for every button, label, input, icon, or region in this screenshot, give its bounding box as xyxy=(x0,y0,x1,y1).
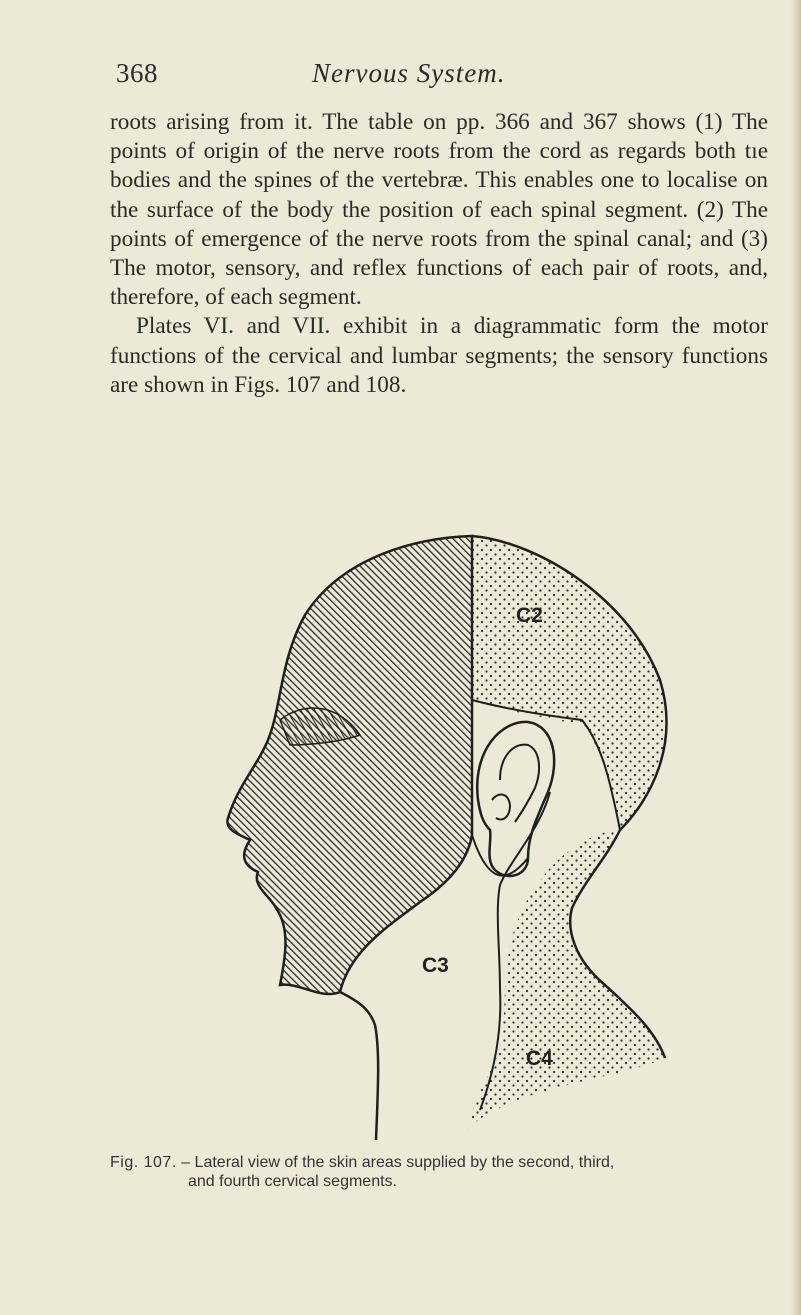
page-number: 368 xyxy=(116,58,158,88)
figure-caption xyxy=(110,1153,770,1191)
body-text xyxy=(110,108,768,400)
ear xyxy=(477,722,554,876)
running-head xyxy=(0,58,801,92)
caption-line-1 xyxy=(110,1153,770,1172)
label-c4: C4 xyxy=(526,1047,553,1070)
paragraph: Plates VI. and VII. exhibit in a diagrammatic form the motor functions of the cervical and lumbar segments; the sensory functions are shown in Figs. 107 and 108. xyxy=(110,313,768,398)
figure-head-dermatomes xyxy=(210,530,680,1150)
paragraph: roots arising from it. The table on pp. 366 and 367 shows (1) The points of origin of the nerve roots from the cord as regards both tıe bodies and the spines of the vertebræ. This enables one to localise on the surface of the body the position of each spinal segment. (2) The points of emergence of the nerve roots from the spinal canal; and (3) The motor, sensory, and reflex functions of each pair of roots, and, therefore, of each segment. xyxy=(110,109,768,311)
caption-line-2: and fourth cervical segments. xyxy=(188,1173,397,1190)
page-edge xyxy=(791,0,801,1315)
running-title: Nervous System. xyxy=(312,58,506,88)
c3-hatched-region xyxy=(227,536,472,994)
label-c3: C3 xyxy=(422,954,449,977)
head-diagram xyxy=(210,530,680,1150)
caption-fig-label: Fig. 107. xyxy=(110,1154,177,1171)
label-c2: C2 xyxy=(516,604,543,627)
caption-text: – Lateral view of the skin areas supplied by the second, third, xyxy=(176,1154,615,1171)
